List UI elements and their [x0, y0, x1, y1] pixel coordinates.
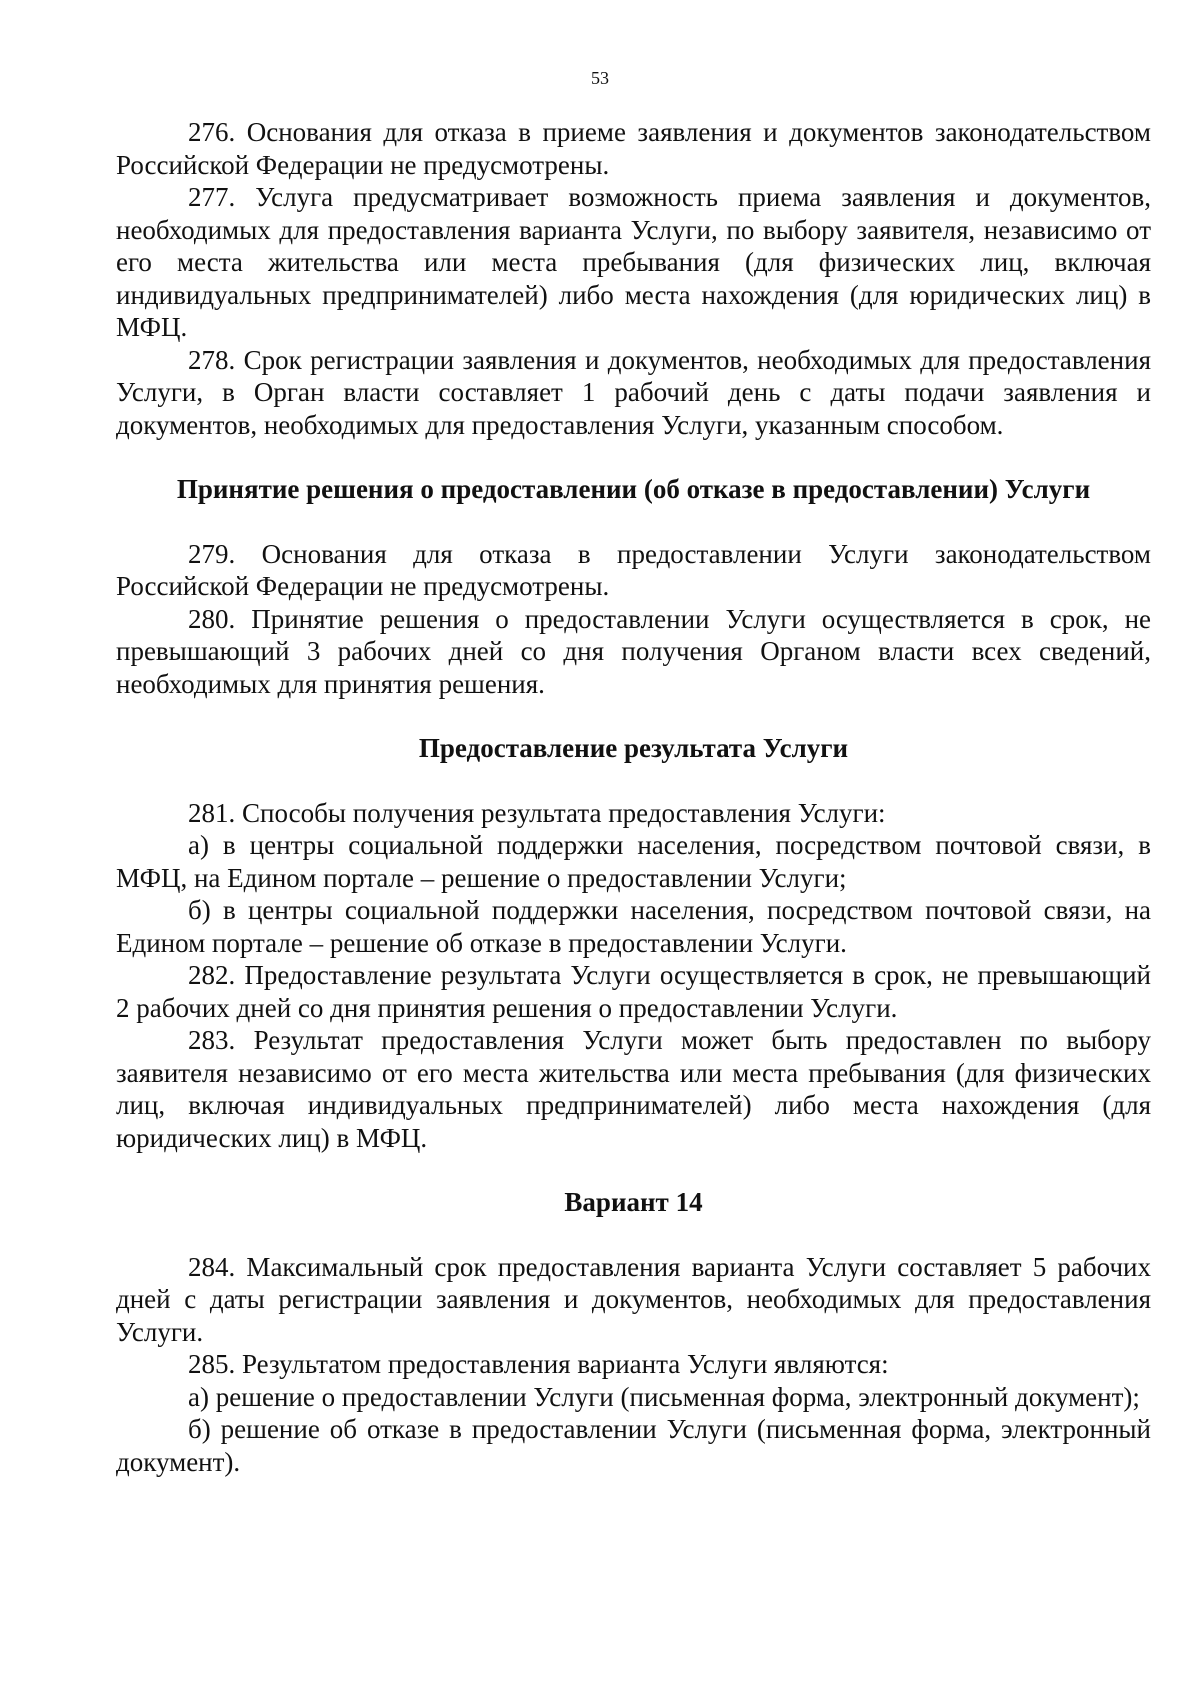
paragraph-285-b: б) решение об отказе в предоставлении Услуги (письменная форма, электронный документ).	[116, 1414, 1151, 1477]
paragraph-282: 282. Предоставление результата Услуги осуществляется в срок, не превышающий 2 рабочих дней со дня принятия решения о предоставлении Услуги.	[116, 960, 1151, 1023]
paragraph-276: 276. Основания для отказа в приеме заявления и документов законодательством Российской Федерации не предусмотрены.	[116, 117, 1151, 180]
paragraph-279: 279. Основания для отказа в предоставлении Услуги законодательством Российской Федерации не предусмотрены.	[116, 538, 1151, 601]
section-heading-variant-14: Вариант 14	[564, 1187, 703, 1217]
page-number: 53	[591, 68, 609, 88]
paragraph-277: 277. Услуга предусматривает возможность приема заявления и документов, необходимых для предоставления варианта Услуги, по выбору заявителя, независимо от его места жительства или места пребывания (для физических лиц, включая индивидуальных предпринимателей) либо места нахождения (для юридических лиц) в МФЦ.	[116, 182, 1151, 342]
section-heading-result: Предоставление результата Услуги	[418, 733, 849, 763]
paragraph-281-a: а) в центры социальной поддержки населения, посредством почтовой связи, в МФЦ, на Едином портале – решение о предоставлении Услуги;	[116, 830, 1151, 893]
paragraph-285-a: а) решение о предоставлении Услуги (письменная форма, электронный документ);	[188, 1381, 1140, 1412]
paragraph-278: 278. Срок регистрации заявления и документов, необходимых для предоставления Услуги, в Орган власти составляет 1 рабочий день с даты подачи заявления и документов, необходимых для предоставления Услуги, указанным способом.	[116, 344, 1151, 440]
paragraph-281-b: б) в центры социальной поддержки населения, посредством почтовой связи, на Едином портале – решение об отказе в предоставлении Услуги.	[116, 895, 1151, 958]
paragraph-284: 284. Максимальный срок предоставления варианта Услуги составляет 5 рабочих дней с даты регистрации заявления и документов, необходимых для предоставления Услуги.	[116, 1251, 1151, 1347]
paragraph-280: 280. Принятие решения о предоставлении Услуги осуществляется в срок, не превышающий 3 рабочих дней со дня получения Органом власти всех сведений, необходимых для принятия решения.	[116, 603, 1151, 699]
paragraph-285: 285. Результатом предоставления варианта Услуги являются:	[188, 1349, 889, 1379]
paragraph-281: 281. Способы получения результата предоставления Услуги:	[188, 797, 886, 828]
paragraph-283: 283. Результат предоставления Услуги может быть предоставлен по выбору заявителя независимо от его места жительства или места пребывания (для физических лиц, включая индивидуальных предпринимателей) либо места нахождения (для юридических лиц) в МФЦ.	[116, 1025, 1151, 1153]
section-heading-decision: Принятие решения о предоставлении (об отказе в предоставлении) Услуги	[176, 474, 1091, 504]
document-body	[116, 116, 1151, 1478]
